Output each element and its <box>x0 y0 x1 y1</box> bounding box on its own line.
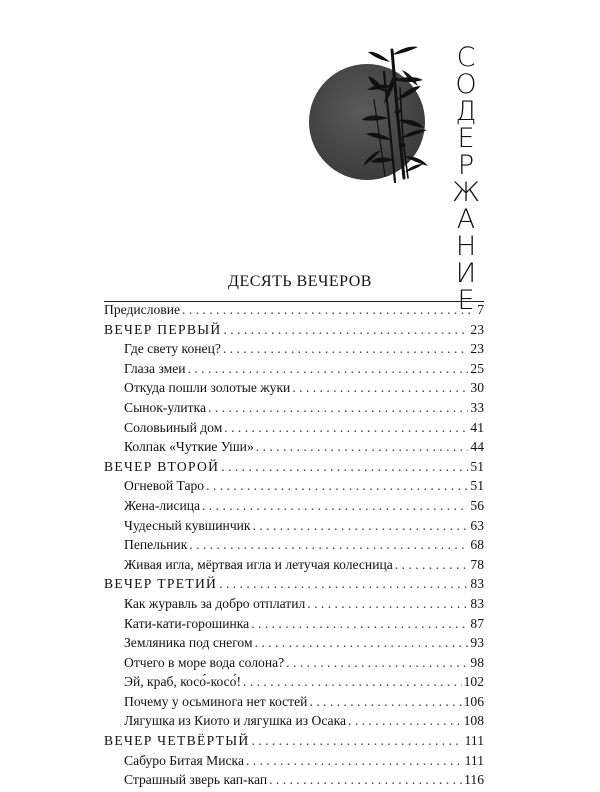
toc-dot-leader <box>251 733 462 749</box>
toc-page-number: 116 <box>464 772 484 788</box>
toc-page-number: 93 <box>470 635 484 651</box>
moon-bamboo-illustration <box>0 0 600 250</box>
title-letter: Д <box>455 96 477 127</box>
toc-entry-row <box>104 596 484 616</box>
toc-entry-title: Лягушка из Киото и лягушка из Осака <box>124 713 347 729</box>
toc-entry-title: Предисловие <box>104 302 181 317</box>
toc-entry-title: Сабуро Битая Миска <box>124 752 244 768</box>
toc-dot-leader <box>202 498 468 514</box>
title-letter: Р <box>457 150 475 181</box>
toc-page-number: 44 <box>470 439 484 455</box>
toc-dot-leader <box>219 576 468 592</box>
toc-entry-row <box>104 674 484 694</box>
title-letter: Е <box>457 285 475 316</box>
title-letter: Ж <box>451 177 481 208</box>
toc-part-row <box>104 322 484 342</box>
toc-dot-leader <box>182 302 475 318</box>
toc-entry-title: Где свету конец? <box>124 341 221 357</box>
title-letter: С <box>456 42 476 73</box>
toc-entry-row <box>104 753 484 773</box>
toc-entry-row <box>104 655 484 675</box>
toc-entry-title: ВЕЧЕР ЧЕТВЁРТЫЙ <box>104 733 250 749</box>
toc-entry-title: Огневой Таро <box>124 478 205 494</box>
toc-dot-leader <box>243 674 462 690</box>
toc-page-number: 111 <box>464 733 484 749</box>
toc-page-number: 111 <box>464 752 484 768</box>
toc-entry-row <box>104 772 484 792</box>
toc-dot-leader <box>208 400 468 416</box>
title-letter: О <box>455 69 477 100</box>
toc-page-number: 51 <box>470 478 484 494</box>
toc-part-row <box>104 576 484 596</box>
toc-dot-leader <box>221 459 468 475</box>
toc-entry-title: Глаза змеи <box>124 360 186 376</box>
toc-dot-leader <box>223 341 469 357</box>
toc-entry-row <box>104 301 484 322</box>
toc-page-number: 108 <box>463 713 484 729</box>
toc-entry-row <box>104 420 484 440</box>
toc-page-number: 83 <box>470 595 484 611</box>
toc-entry-title: Живая игла, мёртвая игла и летучая колесница <box>124 556 393 572</box>
toc-page-number: 51 <box>470 458 484 474</box>
toc-entry-row <box>104 537 484 557</box>
toc-page-number: 23 <box>470 321 484 337</box>
toc-entry-title: Отчего в море вода солона? <box>124 654 285 670</box>
toc-entry-row <box>104 518 484 538</box>
toc-page-number: 78 <box>470 556 484 572</box>
toc-entry-row <box>104 713 484 733</box>
title-letter: А <box>456 204 476 235</box>
toc-entry-row <box>104 361 484 381</box>
toc-entry-title: Кати-кати-горошинка <box>124 615 250 631</box>
toc-page-number: 56 <box>470 497 484 513</box>
toc-entry-row <box>104 635 484 655</box>
toc-entry-row <box>104 400 484 420</box>
toc-page-number: 68 <box>470 537 484 553</box>
toc-page-number: 7 <box>477 302 484 317</box>
toc-page-number: 83 <box>470 576 484 592</box>
toc-page-number: 30 <box>470 380 484 396</box>
toc-entry-row <box>104 380 484 400</box>
section-heading: ДЕСЯТЬ ВЕЧЕРОВ <box>228 273 372 290</box>
toc-entry-title: ВЕЧЕР ТРЕТИЙ <box>104 576 218 592</box>
toc-page-number: 25 <box>470 360 484 376</box>
toc-entry-title: Почему у осьминога нет костей <box>124 693 308 709</box>
toc-entry-row <box>104 557 484 577</box>
toc-dot-leader <box>256 439 469 455</box>
toc-entry-row <box>104 478 484 498</box>
toc-part-row <box>104 459 484 479</box>
toc-dot-leader <box>253 518 469 534</box>
toc-page-number: 106 <box>463 693 484 709</box>
toc-page-number: 87 <box>470 615 484 631</box>
toc-entry-title: Земляника под снегом <box>124 635 253 651</box>
toc-entry-title: ВЕЧЕР ВТОРОЙ <box>104 458 220 474</box>
toc-page-number: 23 <box>470 341 484 357</box>
toc-entry-title: Чудесный кувшинчик <box>124 517 251 533</box>
toc-dot-leader <box>348 713 462 729</box>
toc-entry-title: Эй, краб, косо́-косо́! <box>124 674 242 690</box>
toc-page-number: 41 <box>470 419 484 435</box>
toc-entry-row <box>104 694 484 714</box>
toc-dot-leader <box>246 753 463 769</box>
toc-page-number: 98 <box>470 654 484 670</box>
toc-entry-title: Как журавль за добро отплатил <box>124 595 306 611</box>
toc-entry-row <box>104 341 484 361</box>
toc-entry-title: Пепельник <box>124 537 188 553</box>
toc-dot-leader <box>251 616 468 632</box>
toc-dot-leader <box>206 478 468 494</box>
table-of-contents <box>104 301 484 792</box>
toc-page-number: 33 <box>470 399 484 415</box>
toc-dot-leader <box>395 557 469 573</box>
toc-entry-title: Жена-лисица <box>124 497 201 513</box>
toc-dot-leader <box>188 361 469 377</box>
toc-dot-leader <box>255 635 469 651</box>
toc-entry-title: Соловьиный дом <box>124 419 223 435</box>
toc-dot-leader <box>224 420 468 436</box>
toc-entry-title: Страшный зверь кап-кап <box>124 772 268 788</box>
toc-entry-row <box>104 439 484 459</box>
toc-entry-row <box>104 616 484 636</box>
toc-dot-leader <box>292 380 468 396</box>
toc-entry-title: ВЕЧЕР ПЕРВЫЙ <box>104 321 222 337</box>
toc-page-number: 63 <box>470 517 484 533</box>
title-letter: Н <box>455 231 477 262</box>
toc-dot-leader <box>269 772 462 788</box>
toc-page-number: 102 <box>463 674 484 690</box>
toc-entry-title: Колпак «Чуткие Уши» <box>124 439 254 455</box>
toc-dot-leader <box>286 655 468 671</box>
title-letter: Е <box>457 123 475 154</box>
toc-dot-leader <box>307 596 468 612</box>
toc-entry-row <box>104 498 484 518</box>
toc-entry-title: Откуда пошли золотые жуки <box>124 380 291 396</box>
toc-dot-leader <box>224 322 469 338</box>
title-letter: И <box>455 258 477 289</box>
toc-dot-leader <box>309 694 461 710</box>
toc-dot-leader <box>189 537 468 553</box>
toc-entry-title: Сынок-улитка <box>124 399 207 415</box>
